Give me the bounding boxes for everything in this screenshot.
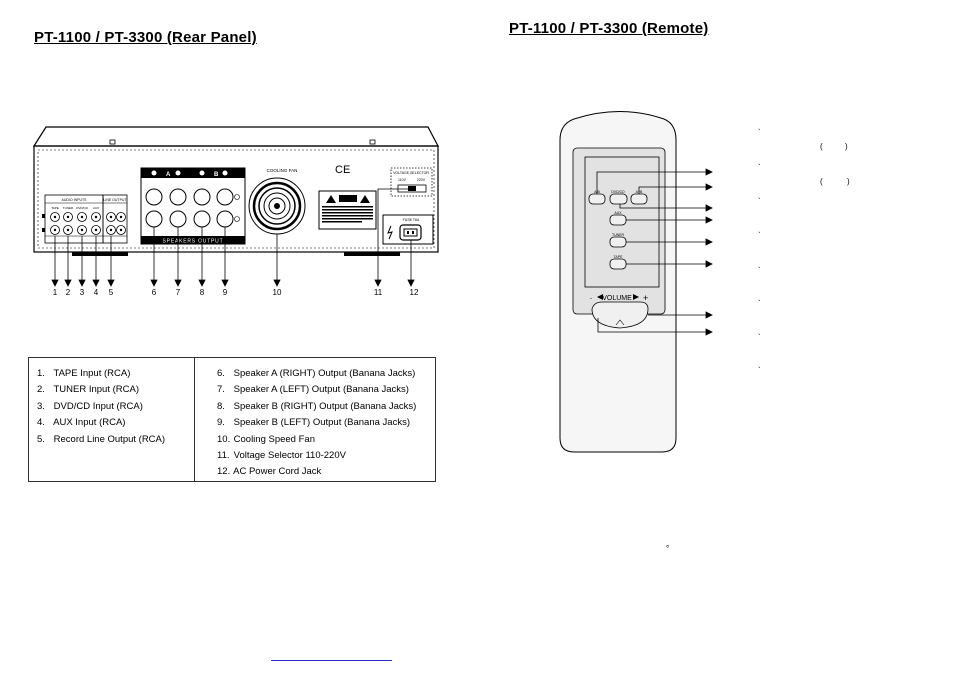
input-label-dvdcd: DVD/CD [76, 206, 88, 210]
input-label-tape: TAPE [51, 206, 59, 210]
aux-button [610, 215, 626, 225]
legend-item: 7. Speaker A (LEFT) Output (Banana Jacks) [217, 384, 409, 396]
audio-inputs-label: AUDIO INPUTS [61, 198, 87, 202]
voltage-selector-label: VOLTAGE SELECTOR [393, 171, 429, 175]
tape-button-label: TAPE [613, 255, 623, 259]
callout-mark: ` [758, 231, 761, 240]
volume-minus: - [590, 296, 592, 302]
input-label-aux: AUX [92, 206, 100, 210]
callout-mark: ` [758, 128, 761, 137]
callout-number: 11 [373, 288, 383, 297]
callout-mark: ` [758, 299, 761, 308]
callout-number: 2 [65, 288, 71, 297]
remote-diagram [560, 112, 712, 453]
legend-left-column [37, 366, 165, 448]
voltage-110-label: 110V [398, 178, 406, 182]
foot [344, 252, 400, 256]
voltage-selector [391, 168, 432, 196]
paren-mark: ) [845, 142, 848, 151]
callout-number: 10 [272, 288, 282, 297]
legend-item: 8. Speaker B (RIGHT) Output (Banana Jacks) [217, 400, 417, 412]
legend-item: 4. AUX Input (RCA) [37, 417, 126, 429]
ab-button [589, 194, 605, 204]
callout-mark: ` [758, 333, 761, 342]
speakers-output-label: SPEAKERS OUTPUT [162, 238, 224, 245]
volume-label: VOLUME [602, 295, 632, 302]
paren-mark: ( [820, 177, 823, 186]
remote-title: PT-1100 / PT-3300 (Remote) [509, 20, 709, 37]
legend-right-column [217, 366, 416, 481]
callout-mark: ` [758, 266, 761, 275]
legend-item: 11. Voltage Selector 110-220V [217, 450, 346, 462]
input-label-tuner: TUNER [62, 206, 74, 210]
legend-item: 9. Speaker B (LEFT) Output (Banana Jacks) [217, 417, 410, 429]
aux-button-label: AUX [614, 211, 622, 215]
hyperlink-underline[interactable] [271, 660, 392, 661]
warning-label [319, 191, 376, 229]
dvdcd-button-label: DVD/CD [611, 190, 625, 194]
audio-inputs-block [42, 195, 127, 243]
callout-mark: ` [758, 197, 761, 206]
rear-panel-legend [28, 357, 436, 482]
callout-number: 5 [108, 288, 114, 297]
tuner-button [610, 237, 626, 247]
fuse-label: FUSE T6A [402, 218, 420, 222]
callout-number: 4 [93, 288, 99, 297]
legend-item: 12. AC Power Cord Jack [217, 466, 322, 478]
legend-divider [194, 358, 195, 481]
legend-item: 6. Speaker A (RIGHT) Output (Banana Jacks) [217, 368, 416, 379]
voltage-220-label: 220V [416, 178, 426, 182]
aplusb-button [631, 194, 647, 204]
volume-plus: + [643, 293, 649, 303]
callout-number: 9 [222, 288, 228, 297]
rear-panel-diagram [34, 127, 438, 297]
ce-mark: CE [335, 164, 351, 176]
dvdcd-button [610, 194, 627, 204]
callout-number: 1 [52, 288, 58, 297]
callout-number: 8 [199, 288, 205, 297]
paren-mark: ( [820, 142, 823, 151]
paren-mark: ) [847, 177, 850, 186]
channel-b-label: B [214, 172, 219, 178]
legend-item: 5. Record Line Output (RCA) [37, 433, 166, 445]
legend-item: 2. TUNER Input (RCA) [37, 384, 139, 396]
callout-number: 7 [175, 288, 181, 297]
rear-callout-numbers [53, 288, 419, 297]
ab-button-label: A/B [594, 190, 600, 194]
legend-item: 3. DVD/CD Input (RCA) [37, 400, 143, 412]
legend-item: 1. TAPE Input (RCA) [37, 368, 131, 379]
callout-number: 6 [151, 288, 157, 297]
tape-button [610, 259, 626, 269]
callout-mark: ` [758, 163, 761, 172]
speakers-output-block [141, 168, 245, 245]
line-output-label: LINE OUTPUT [103, 198, 127, 202]
callout-number: 3 [79, 288, 85, 297]
callout-number: 12 [409, 288, 419, 297]
channel-a-label: A [166, 172, 171, 178]
legend-item: 10. Cooling Speed Fan [217, 433, 315, 445]
aplusb-button-label: A+B [635, 190, 643, 194]
foot [72, 252, 128, 256]
tuner-button-label: TUNER [611, 233, 625, 237]
degree-mark: ° [666, 544, 670, 553]
power-cord-jack [383, 215, 433, 244]
cooling-fan-label: COOLING FAN [266, 168, 298, 173]
callout-mark: ` [758, 366, 761, 375]
cooling-fan [249, 168, 305, 234]
rear-panel-title: PT-1100 / PT-3300 (Rear Panel) [34, 29, 257, 46]
